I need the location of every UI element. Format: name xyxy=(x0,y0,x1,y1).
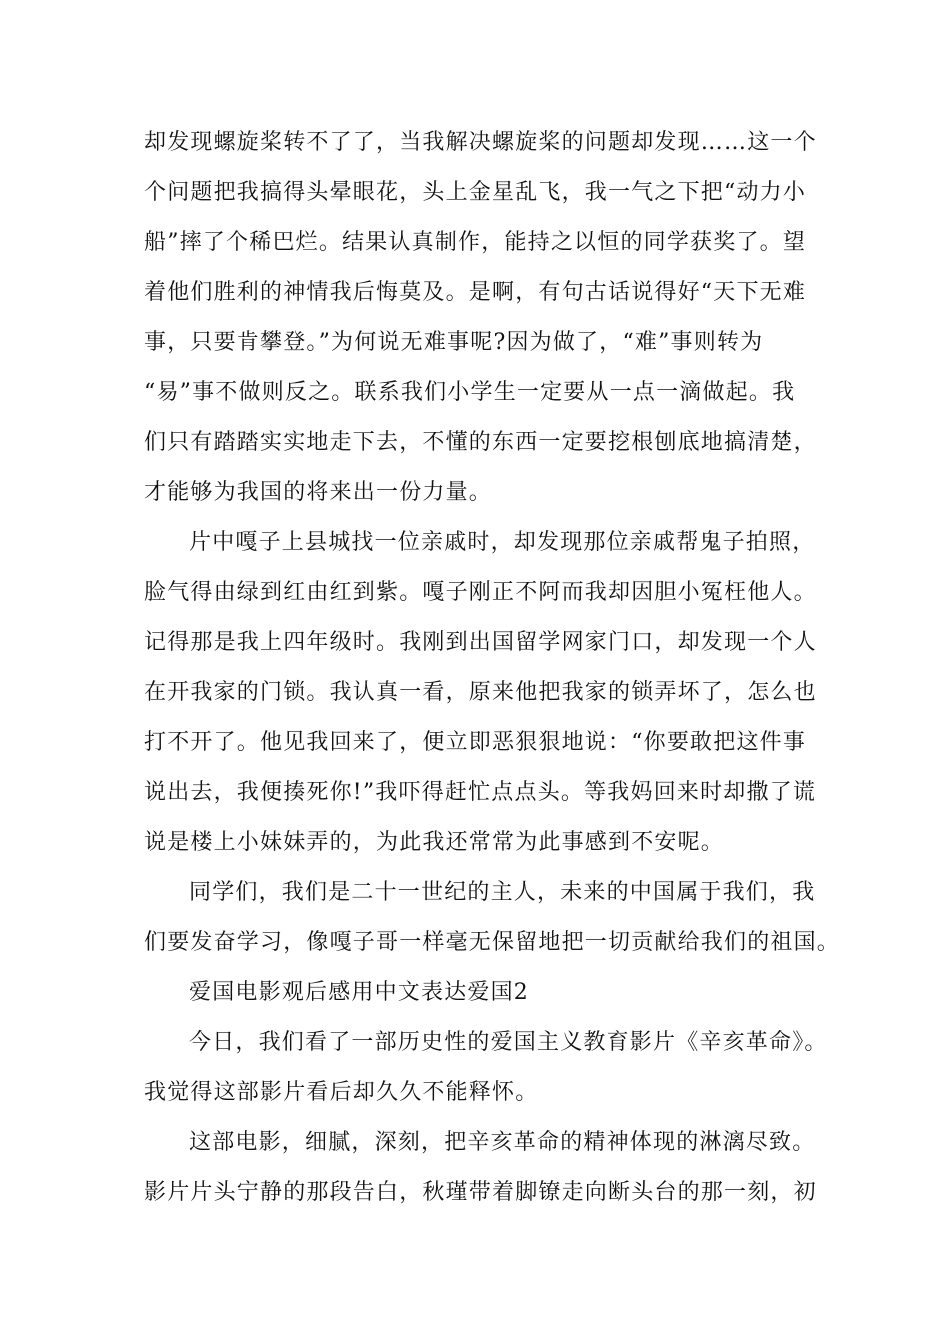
text-line: 这部电影，细腻，深刻，把辛亥革命的精神体现的淋漓尽致。 xyxy=(189,1130,816,1155)
text-line: 说出去，我便揍死你!”我吓得赶忙点点头。等我妈回来时却撒了谎 xyxy=(144,780,817,805)
text-line: 却发现螺旋桨转不了了，当我解决螺旋桨的问题却发现……这一个 xyxy=(144,130,817,155)
text-line: “易”事不做则反之。联系我们小学生一定要从一点一滴做起。我 xyxy=(144,380,796,405)
text-line: 我觉得这部影片看后却久久不能释怀。 xyxy=(144,1080,539,1105)
text-line: 在开我家的门锁。我认真一看，原来他把我家的锁弄坏了，怎么也 xyxy=(144,680,817,705)
text-line: 们只有踏踏实实地走下去，不懂的东西一定要挖根刨底地搞清楚， xyxy=(144,430,817,455)
text-line: 脸气得由绿到红由红到紫。嘎子刚正不阿而我却因胆小冤枉他人。 xyxy=(144,580,817,605)
text-line: 记得那是我上四年级时。我刚到出国留学网家门口，却发现一个人 xyxy=(144,630,817,655)
text-line: 今日，我们看了一部历史性的爱国主义教育影片《辛亥革命》。 xyxy=(189,1030,828,1055)
text-line: 打不开了。他见我回来了，便立即恶狠狠地说：“你要敢把这件事 xyxy=(144,730,807,755)
text-line: 个问题把我搞得头晕眼花，头上金星乱飞，我一气之下把“动力小 xyxy=(144,180,807,205)
text-line: 影片片头宁静的那段告白，秋瑾带着脚镣走向断头台的那一刻，初 xyxy=(144,1180,817,1205)
section-heading: 爱国电影观后感用中文表达爱国2 xyxy=(189,980,529,1005)
text-line: 同学们，我们是二十一世纪的主人，未来的中国属于我们，我 xyxy=(189,880,816,905)
text-line: 才能够为我国的将来出一份力量。 xyxy=(144,480,493,505)
text-line: 船”摔了个稀巴烂。结果认真制作，能持之以恒的同学获奖了。望 xyxy=(144,230,807,255)
text-line: 着他们胜利的神情我后悔莫及。是啊，有句古话说得好“天下无难 xyxy=(144,280,807,305)
text-line: 事，只要肯攀登。”为何说无难事呢?因为做了，“难”事则转为 xyxy=(144,330,764,355)
text-line: 片中嘎子上县城找一位亲戚时，却发现那位亲戚帮鬼子拍照， xyxy=(189,530,816,555)
text-line: 说是楼上小妹妹弄的，为此我还常常为此事感到不安呢。 xyxy=(144,830,725,855)
text-line: 们要发奋学习，像嘎子哥一样毫无保留地把一切贡献给我们的祖国。 xyxy=(144,930,841,955)
